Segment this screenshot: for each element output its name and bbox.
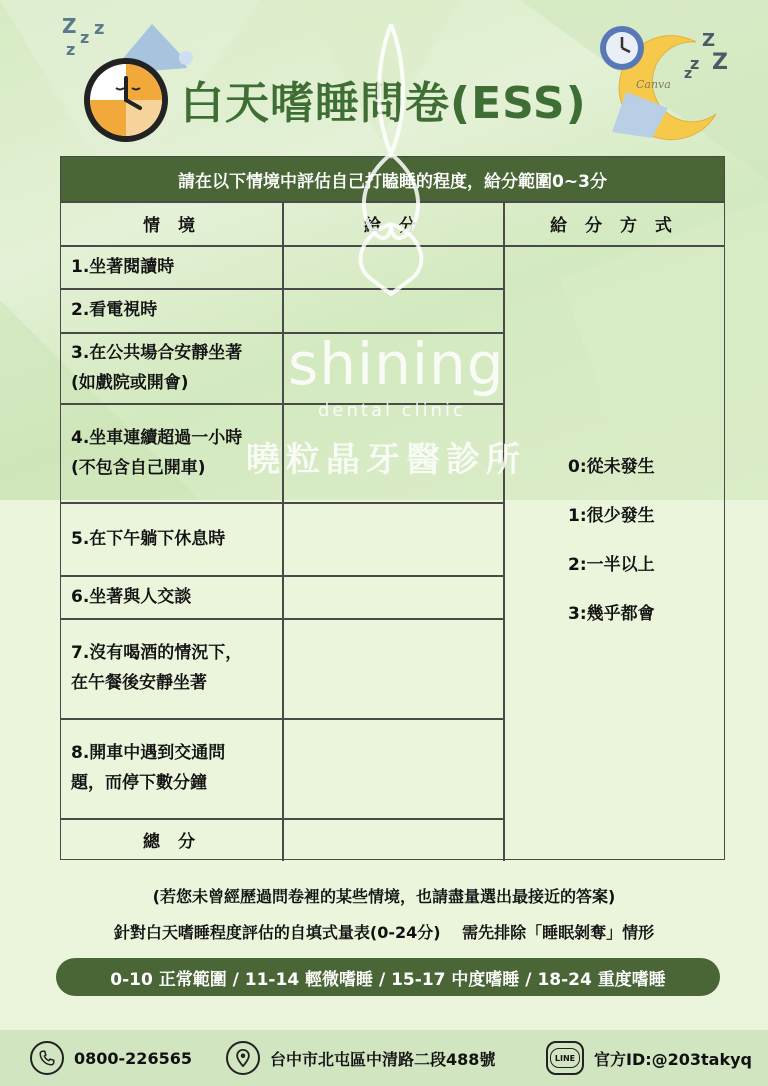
address-contact[interactable] xyxy=(226,1030,495,1086)
location-pin-icon xyxy=(226,1041,260,1075)
phone-number: 0800-226565 xyxy=(74,1048,192,1068)
score-cell[interactable] xyxy=(283,575,503,618)
table-row xyxy=(71,245,174,288)
line-contact[interactable] xyxy=(546,1030,752,1086)
score-cell[interactable] xyxy=(283,618,503,718)
row-text: 題，而停下數分鐘 xyxy=(71,773,207,793)
total-label: 總 分 xyxy=(143,832,201,852)
line-icon xyxy=(546,1041,584,1075)
page-title: 白天嗜睡問卷(ESS) xyxy=(180,78,587,129)
col-situation-header: 情 境 xyxy=(143,215,201,236)
scoring-item: 3:幾乎都會 xyxy=(568,604,655,624)
line-id: 官方ID:@203takyq xyxy=(594,1049,753,1069)
scoring-item: 2:一半以上 xyxy=(568,555,655,575)
col-score-header: 給 分 xyxy=(364,215,422,236)
total-score-cell[interactable] xyxy=(283,818,503,861)
table-divider xyxy=(503,201,505,861)
row-text: 在午餐後安靜坐著 xyxy=(71,673,207,693)
table-row xyxy=(71,288,157,332)
row-text: 8.開車中遇到交通問 xyxy=(71,743,226,763)
table-row xyxy=(71,618,242,718)
col-method-header: 給 分 方 式 xyxy=(550,215,678,236)
row-text: 1.坐著閱讀時 xyxy=(71,256,175,277)
score-ranges: 0-10 正常範圍 / 11-14 輕微嗜睡 / 15-17 中度嗜睡 / 18-24 重度嗜睡 xyxy=(56,958,720,996)
watermark-name: shining xyxy=(288,330,505,398)
address-text: 台中市北屯區中清路二段488號 xyxy=(270,1049,496,1069)
scoring-item: 0:從未發生 xyxy=(568,457,655,477)
footer xyxy=(0,1030,768,1086)
row-text: 5.在下午躺下休息時 xyxy=(71,528,226,549)
row-text: 6.坐著與人交談 xyxy=(71,586,192,607)
table-instruction: 請在以下情境中評估自己打瞌睡的程度，給分範圍0~3分 xyxy=(61,157,724,201)
table-row xyxy=(71,332,242,403)
row-text: 4.坐車連續超過一小時 xyxy=(71,427,243,448)
canva-tag: Canva xyxy=(636,78,671,91)
score-cell[interactable] xyxy=(283,403,503,502)
watermark-logo xyxy=(346,24,436,324)
row-text: 3.在公共場合安靜坐著 xyxy=(71,342,243,363)
score-cell[interactable] xyxy=(283,718,503,818)
row-text: 7.沒有喝酒的情況下， xyxy=(71,643,243,663)
phone-icon xyxy=(30,1041,64,1075)
score-cell[interactable] xyxy=(283,502,503,575)
row-text: 2.看電視時 xyxy=(71,300,158,320)
table-row xyxy=(71,718,225,818)
scoring-item: 1:很少發生 xyxy=(568,506,655,526)
row-text: (不包含自己開車) xyxy=(71,457,206,478)
score-cell[interactable] xyxy=(283,332,503,403)
table-row xyxy=(71,575,191,618)
scoring-method xyxy=(568,443,655,639)
table-row xyxy=(71,403,242,502)
note-line-1: (若您未曾經歷過問卷裡的某些情境，也請盡量選出最接近的答案) xyxy=(152,887,616,906)
note-line-2: 針對白天嗜睡程度評估的自填式量表(0-24分) 需先排除「睡眠剝奪」情形 xyxy=(113,923,655,942)
line-badge: LINE xyxy=(550,1048,580,1068)
watermark-clinic: 曉粒晶牙醫診所 xyxy=(246,440,526,480)
watermark-subtitle: dental clinic xyxy=(318,400,466,421)
row-text: (如戲院或開會) xyxy=(71,372,189,393)
phone-contact[interactable] xyxy=(30,1030,192,1086)
table-row xyxy=(71,502,225,575)
